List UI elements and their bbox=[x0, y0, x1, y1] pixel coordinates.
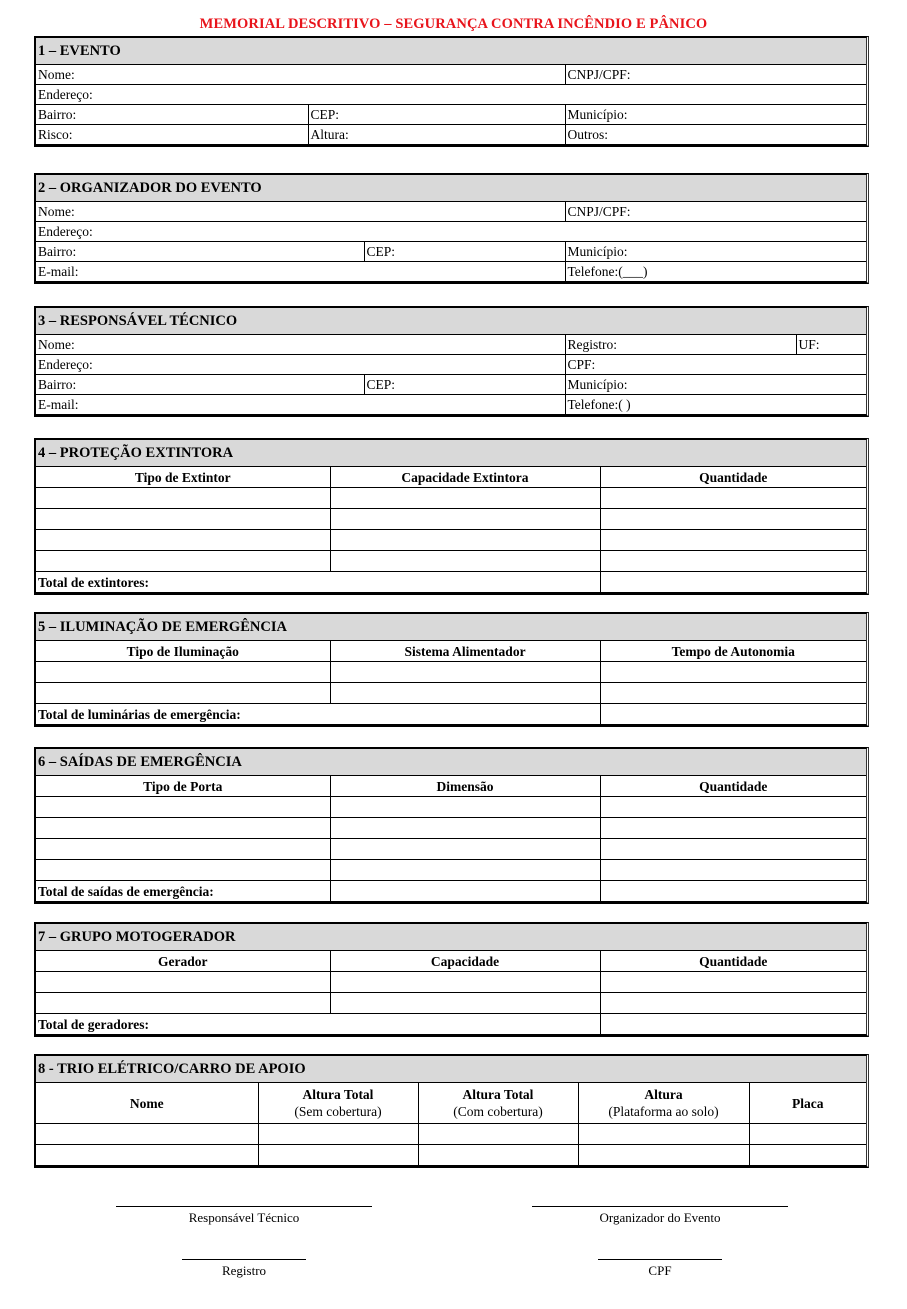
registro-field[interactable]: Registro: bbox=[565, 335, 796, 355]
signature-registro bbox=[182, 1259, 306, 1279]
signature-line[interactable] bbox=[532, 1206, 788, 1207]
column-header-sub: (Com cobertura) bbox=[453, 1104, 543, 1119]
section-iluminacao-emergencia bbox=[34, 612, 869, 727]
column-header-dimensao: Dimensão bbox=[330, 776, 600, 797]
column-header-altura-plataforma bbox=[578, 1083, 749, 1124]
total-extintores-field[interactable] bbox=[600, 572, 866, 593]
cell[interactable] bbox=[330, 662, 600, 683]
column-header-capacidade: Capacidade bbox=[330, 951, 600, 972]
column-header-capacidade-extintora: Capacidade Extintora bbox=[330, 467, 600, 488]
column-header-quantidade: Quantidade bbox=[600, 951, 866, 972]
cell[interactable] bbox=[36, 818, 330, 839]
uf-field[interactable]: UF: bbox=[796, 335, 866, 355]
total-saidas-dimensao-field[interactable] bbox=[330, 881, 600, 902]
table-row bbox=[36, 551, 866, 572]
table-row bbox=[36, 860, 866, 881]
cell[interactable] bbox=[330, 972, 600, 993]
nome-field[interactable]: Nome: bbox=[36, 65, 565, 85]
signature-label: Responsável Técnico bbox=[188, 1210, 300, 1225]
cell[interactable] bbox=[36, 530, 330, 551]
column-header-sub: (Sem cobertura) bbox=[294, 1104, 382, 1119]
column-header-sistema-alimentador: Sistema Alimentador bbox=[330, 641, 600, 662]
endereco-field[interactable]: Endereço: bbox=[36, 355, 565, 375]
cell[interactable] bbox=[330, 488, 600, 509]
column-header-nome bbox=[36, 1083, 258, 1124]
cell[interactable] bbox=[258, 1124, 418, 1145]
column-header-tipo-extintor: Tipo de Extintor bbox=[36, 467, 330, 488]
table-row bbox=[36, 1145, 866, 1166]
cell[interactable] bbox=[36, 551, 330, 572]
outros-field[interactable]: Outros: bbox=[565, 125, 866, 145]
column-header-main: Altura bbox=[644, 1087, 683, 1102]
column-header-sub: (Plataforma ao solo) bbox=[608, 1104, 719, 1119]
endereco-field[interactable]: Endereço: bbox=[36, 85, 866, 105]
cpf-field[interactable]: CPF: bbox=[565, 355, 866, 375]
cell[interactable] bbox=[258, 1145, 418, 1166]
column-header-gerador: Gerador bbox=[36, 951, 330, 972]
section-organizador bbox=[34, 173, 869, 284]
section-header: 4 – PROTEÇÃO EXTINTORA bbox=[36, 440, 866, 467]
signature-label: Registro bbox=[221, 1263, 267, 1278]
cell[interactable] bbox=[330, 797, 600, 818]
column-header-placa bbox=[749, 1083, 866, 1124]
signature-responsavel-tecnico bbox=[116, 1206, 372, 1226]
table-row bbox=[36, 1124, 866, 1145]
signature-organizador-evento bbox=[532, 1206, 788, 1226]
cell[interactable] bbox=[578, 1124, 749, 1145]
cell[interactable] bbox=[600, 530, 866, 551]
column-header-quantidade: Quantidade bbox=[600, 467, 866, 488]
total-luminarias-label: Total de luminárias de emergência: bbox=[36, 704, 600, 725]
cell[interactable] bbox=[330, 683, 600, 704]
cell[interactable] bbox=[600, 662, 866, 683]
column-header-tipo-porta: Tipo de Porta bbox=[36, 776, 330, 797]
cell[interactable] bbox=[36, 1124, 258, 1145]
cell[interactable] bbox=[330, 818, 600, 839]
cell[interactable] bbox=[36, 662, 330, 683]
cell[interactable] bbox=[600, 551, 866, 572]
column-header-main: Altura Total bbox=[462, 1087, 534, 1102]
cell[interactable] bbox=[36, 972, 330, 993]
section-grupo-motogerador bbox=[34, 922, 869, 1037]
column-header-main: Altura Total bbox=[302, 1087, 374, 1102]
cep-field[interactable]: CEP: bbox=[308, 105, 565, 125]
table-row bbox=[36, 683, 866, 704]
document-title: MEMORIAL DESCRITIVO – SEGURANÇA CONTRA INCÊNDIO E PÂNICO bbox=[199, 16, 708, 32]
cell[interactable] bbox=[600, 797, 866, 818]
cep-field[interactable]: CEP: bbox=[364, 375, 565, 395]
cell[interactable] bbox=[36, 1145, 258, 1166]
table-row bbox=[36, 509, 866, 530]
section-header: 2 – ORGANIZADOR DO EVENTO bbox=[36, 175, 866, 202]
total-saidas-field[interactable] bbox=[600, 881, 866, 902]
column-header-tempo-autonomia: Tempo de Autonomia bbox=[600, 641, 866, 662]
column-header-main: Placa bbox=[792, 1095, 824, 1111]
table-row bbox=[36, 797, 866, 818]
section-header: 1 – EVENTO bbox=[36, 38, 866, 65]
cell[interactable] bbox=[600, 839, 866, 860]
cell[interactable] bbox=[330, 509, 600, 530]
risco-field[interactable]: Risco: bbox=[36, 125, 308, 145]
section-header: 5 – ILUMINAÇÃO DE EMERGÊNCIA bbox=[36, 614, 866, 641]
column-header-tipo-iluminacao: Tipo de Iluminação bbox=[36, 641, 330, 662]
telefone-field[interactable]: Telefone:( ) bbox=[565, 395, 866, 415]
section-responsavel-tecnico bbox=[34, 306, 869, 417]
bairro-field[interactable]: Bairro: bbox=[36, 375, 364, 395]
total-geradores-label: Total de geradores: bbox=[36, 1014, 600, 1035]
municipio-field[interactable]: Município: bbox=[565, 242, 866, 262]
signature-line[interactable] bbox=[598, 1259, 722, 1260]
column-header-main: Nome bbox=[129, 1095, 164, 1111]
cell[interactable] bbox=[36, 683, 330, 704]
cell[interactable] bbox=[36, 509, 330, 530]
cep-field[interactable]: CEP: bbox=[364, 242, 565, 262]
bairro-field[interactable]: Bairro: bbox=[36, 242, 364, 262]
cell[interactable] bbox=[600, 860, 866, 881]
cell[interactable] bbox=[749, 1124, 866, 1145]
email-field[interactable]: E-mail: bbox=[36, 262, 565, 282]
cell[interactable] bbox=[330, 993, 600, 1014]
total-extintores-label: Total de extintores: bbox=[36, 572, 600, 593]
cell[interactable] bbox=[600, 972, 866, 993]
telefone-field[interactable]: Telefone:(___) bbox=[565, 262, 866, 282]
column-header-altura-com-cobertura bbox=[418, 1083, 578, 1124]
cell[interactable] bbox=[418, 1145, 578, 1166]
nome-field[interactable]: Nome: bbox=[36, 202, 565, 222]
table-row bbox=[36, 488, 866, 509]
cell[interactable] bbox=[578, 1145, 749, 1166]
cell[interactable] bbox=[330, 530, 600, 551]
signature-line[interactable] bbox=[116, 1206, 372, 1207]
signature-cpf bbox=[598, 1259, 722, 1279]
cell[interactable] bbox=[330, 839, 600, 860]
nome-field[interactable]: Nome: bbox=[36, 335, 565, 355]
total-luminarias-field[interactable] bbox=[600, 704, 866, 725]
cell[interactable] bbox=[36, 488, 330, 509]
bairro-field[interactable]: Bairro: bbox=[36, 105, 308, 125]
endereco-field[interactable]: Endereço: bbox=[36, 222, 866, 242]
cell[interactable] bbox=[600, 488, 866, 509]
total-geradores-field[interactable] bbox=[600, 1014, 866, 1035]
signature-label: CPF bbox=[648, 1263, 672, 1278]
column-header-altura-sem-cobertura bbox=[258, 1083, 418, 1124]
section-header: 3 – RESPONSÁVEL TÉCNICO bbox=[36, 308, 866, 335]
cell[interactable] bbox=[36, 839, 330, 860]
cnpj-cpf-field[interactable]: CNPJ/CPF: bbox=[565, 202, 866, 222]
cell[interactable] bbox=[749, 1145, 866, 1166]
table-row bbox=[36, 972, 866, 993]
table-row bbox=[36, 530, 866, 551]
cnpj-cpf-field[interactable]: CNPJ/CPF: bbox=[565, 65, 866, 85]
municipio-field[interactable]: Município: bbox=[565, 375, 866, 395]
signature-line[interactable] bbox=[182, 1259, 306, 1260]
section-evento bbox=[34, 36, 869, 147]
column-header-quantidade: Quantidade bbox=[600, 776, 866, 797]
section-header: 7 – GRUPO MOTOGERADOR bbox=[36, 924, 866, 951]
municipio-field[interactable]: Município: bbox=[565, 105, 866, 125]
total-saidas-label: Total de saídas de emergência: bbox=[36, 881, 330, 902]
cell[interactable] bbox=[330, 551, 600, 572]
section-header: 8 - TRIO ELÉTRICO/CARRO DE APOIO bbox=[36, 1056, 866, 1083]
section-protecao-extintora bbox=[34, 438, 869, 595]
cell[interactable] bbox=[600, 509, 866, 530]
altura-field[interactable]: Altura: bbox=[308, 125, 565, 145]
cell[interactable] bbox=[36, 993, 330, 1014]
cell[interactable] bbox=[600, 818, 866, 839]
section-saidas-emergencia bbox=[34, 747, 869, 904]
email-field[interactable]: E-mail: bbox=[36, 395, 565, 415]
table-row bbox=[36, 662, 866, 683]
signature-label: Organizador do Evento bbox=[599, 1210, 721, 1225]
section-trio-eletrico bbox=[34, 1054, 869, 1168]
cell[interactable] bbox=[418, 1124, 578, 1145]
cell[interactable] bbox=[600, 683, 866, 704]
table-row bbox=[36, 818, 866, 839]
table-row bbox=[36, 993, 866, 1014]
cell[interactable] bbox=[600, 993, 866, 1014]
cell[interactable] bbox=[36, 860, 330, 881]
table-row bbox=[36, 839, 866, 860]
cell[interactable] bbox=[36, 797, 330, 818]
cell[interactable] bbox=[330, 860, 600, 881]
section-header: 6 – SAÍDAS DE EMERGÊNCIA bbox=[36, 749, 866, 776]
